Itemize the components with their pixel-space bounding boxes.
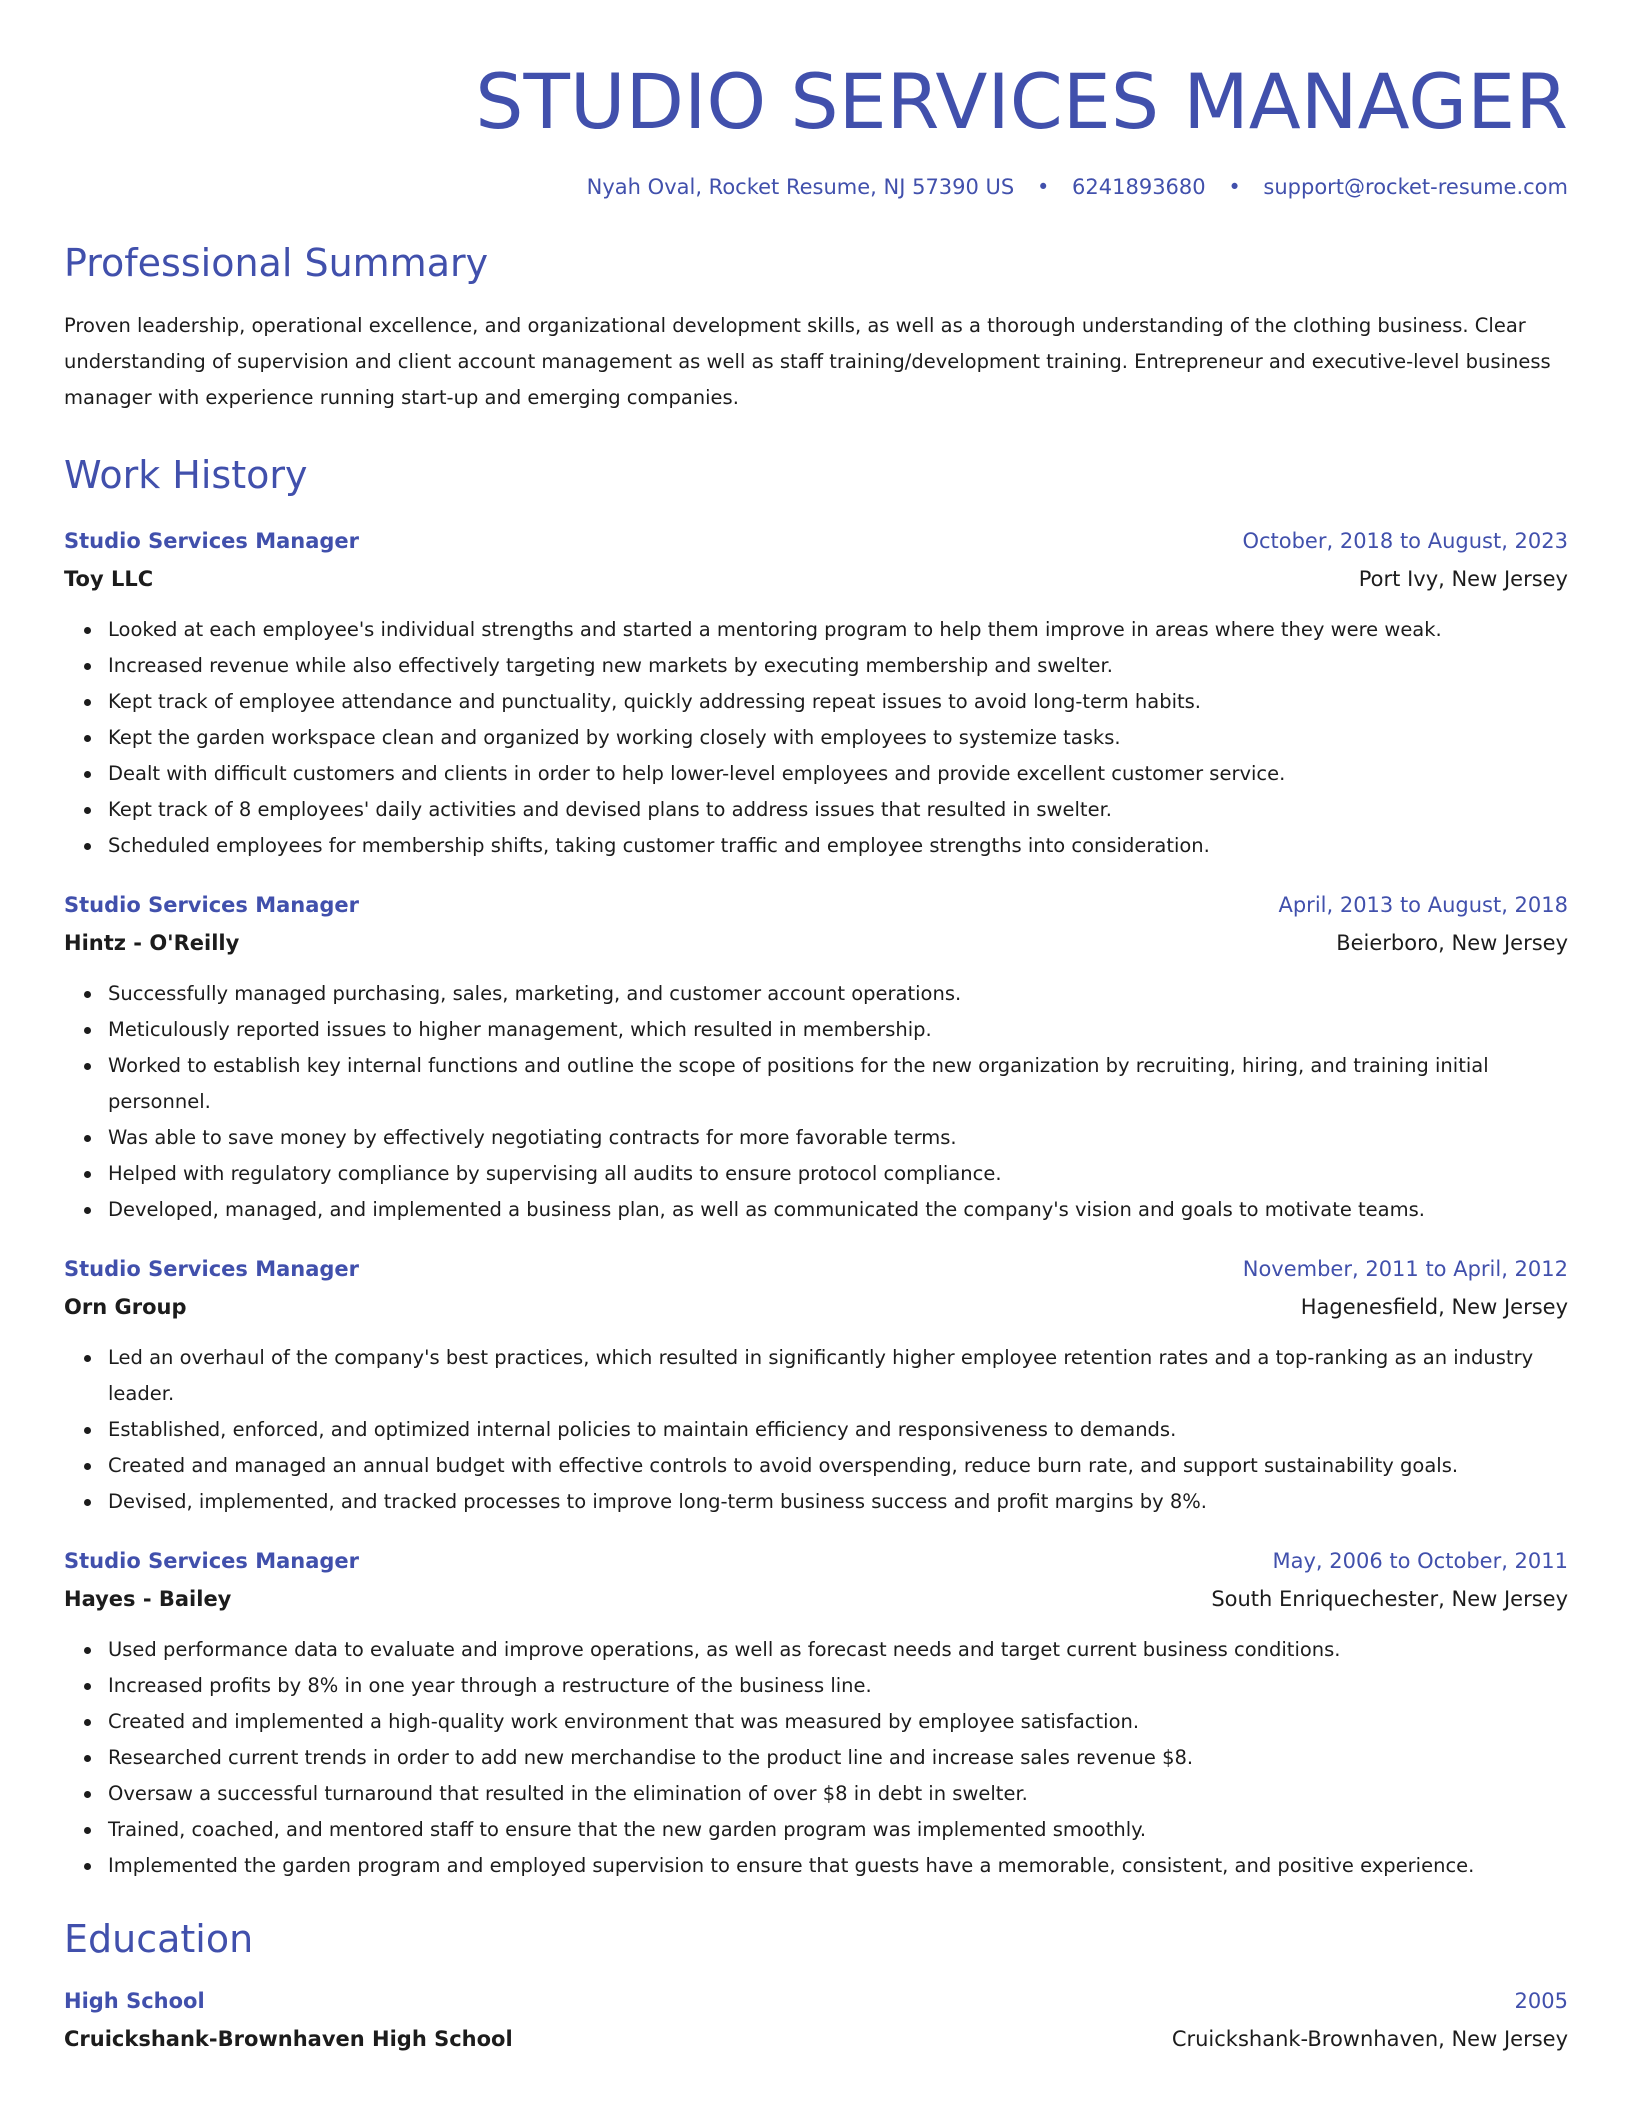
job-bullet: Kept the garden workspace clean and organized by working closely with employees to systemize tasks. <box>108 720 1568 756</box>
job-company: Orn Group <box>64 1295 187 1319</box>
job-bullet: Was able to save money by effectively negotiating contracts for more favorable terms. <box>108 1120 1568 1156</box>
job-dates: April, 2013 to August, 2018 <box>1278 893 1568 917</box>
summary-text: Proven leadership, operational excellence, and organizational development skills, as well as a thorough understanding of the clothing business. Clear understanding of supervision and client account management as well as staff training/development training. Entrepreneur and executive-level business manager with experience running start-up and emerging companies. <box>64 314 1551 409</box>
education-heading: Education <box>64 1917 254 1961</box>
job-company: Hayes - Bailey <box>64 1587 232 1611</box>
job-bullet: Kept track of 8 employees' daily activities and devised plans to address issues that resulted in swelter. <box>108 792 1568 828</box>
job-location: Beierboro, New Jersey <box>1336 931 1568 955</box>
job-bullets <box>64 612 1568 864</box>
job-bullet: Devised, implemented, and tracked processes to improve long-term business success and profit margins by 8%. <box>108 1484 1568 1520</box>
contact-phone: 6241893680 <box>1072 175 1206 199</box>
job-bullet: Worked to establish key internal functions and outline the scope of positions for the new organization by recruiting, hiring, and training initial personnel. <box>108 1048 1568 1120</box>
job-role: Studio Services Manager <box>64 893 360 917</box>
job-company-row <box>64 560 1568 598</box>
education-school: Cruickshank-Brownhaven High School <box>64 2027 513 2051</box>
job-bullet: Used performance data to evaluate and improve operations, as well as forecast needs and target current business conditions. <box>108 1632 1568 1668</box>
work-history-heading: Work History <box>64 453 308 497</box>
education-location: Cruickshank-Brownhaven, New Jersey <box>1171 2027 1568 2051</box>
job-dates: November, 2011 to April, 2012 <box>1242 1257 1568 1281</box>
job-entry <box>64 522 1568 864</box>
job-company-row <box>64 1288 1568 1326</box>
job-bullet: Trained, coached, and mentored staff to ensure that the new garden program was implemented smoothly. <box>108 1812 1568 1848</box>
job-bullet: Meticulously reported issues to higher management, which resulted in membership. <box>108 1012 1568 1048</box>
resume-header <box>64 0 1568 202</box>
job-header-row <box>64 1250 1568 1288</box>
page-title: STUDIO SERVICES MANAGER <box>475 57 1568 146</box>
education-entry <box>64 1982 1568 2058</box>
job-role: Studio Services Manager <box>64 1549 360 1573</box>
job-bullet: Helped with regulatory compliance by supervising all audits to ensure protocol compliance. <box>108 1156 1568 1192</box>
job-role: Studio Services Manager <box>64 529 360 553</box>
job-entry <box>64 886 1568 1228</box>
job-header-row <box>64 1542 1568 1580</box>
job-bullet: Led an overhaul of the company's best practices, which resulted in significantly higher employee retention rates and a top-ranking as an industry leader. <box>108 1340 1568 1412</box>
job-entry <box>64 1250 1568 1520</box>
job-dates: October, 2018 to August, 2023 <box>1242 529 1568 553</box>
job-header-row <box>64 886 1568 924</box>
job-location: South Enriquechester, New Jersey <box>1211 1587 1568 1611</box>
job-bullet: Dealt with difficult customers and clients in order to help lower-level employees and provide excellent customer service. <box>108 756 1568 792</box>
job-bullet: Successfully managed purchasing, sales, marketing, and customer account operations. <box>108 976 1568 1012</box>
job-bullet: Created and implemented a high-quality work environment that was measured by employee satisfaction. <box>108 1704 1568 1740</box>
job-company: Toy LLC <box>64 567 154 591</box>
job-bullet: Kept track of employee attendance and punctuality, quickly addressing repeat issues to avoid long-term habits. <box>108 684 1568 720</box>
education-year: 2005 <box>1514 1989 1568 2013</box>
job-bullet: Developed, managed, and implemented a business plan, as well as communicated the company's vision and goals to motivate teams. <box>108 1192 1568 1228</box>
job-bullets <box>64 976 1568 1228</box>
job-bullet: Increased profits by 8% in one year through a restructure of the business line. <box>108 1668 1568 1704</box>
job-bullet: Oversaw a successful turnaround that resulted in the elimination of over $8 in debt in swelter. <box>108 1776 1568 1812</box>
job-bullet: Looked at each employee's individual strengths and started a mentoring program to help them improve in areas where they were weak. <box>108 612 1568 648</box>
contact-separator: • <box>1228 175 1241 199</box>
education-header-row <box>64 1982 1568 2020</box>
education-school-row <box>64 2020 1568 2058</box>
contact-email[interactable]: support@rocket-resume.com <box>1263 175 1568 199</box>
job-bullet: Researched current trends in order to add new merchandise to the product line and increase sales revenue $8. <box>108 1740 1568 1776</box>
job-bullets <box>64 1632 1568 1884</box>
job-location: Hagenesfield, New Jersey <box>1300 1295 1568 1319</box>
contact-separator: • <box>1036 175 1050 199</box>
job-entry <box>64 1542 1568 1884</box>
job-company-row <box>64 1580 1568 1618</box>
job-header-row <box>64 522 1568 560</box>
job-bullet: Increased revenue while also effectively targeting new markets by executing membership and swelter. <box>108 648 1568 684</box>
job-bullet: Implemented the garden program and employed supervision to ensure that guests have a memorable, consistent, and positive experience. <box>108 1848 1568 1884</box>
job-dates: May, 2006 to October, 2011 <box>1272 1549 1568 1573</box>
contact-line <box>64 172 1568 202</box>
job-company-row <box>64 924 1568 962</box>
contact-address: Nyah Oval, Rocket Resume, NJ 57390 US <box>586 175 1015 199</box>
education-degree: High School <box>64 1989 205 2013</box>
job-bullet: Created and managed an annual budget with effective controls to avoid overspending, reduce burn rate, and support sustainability goals. <box>108 1448 1568 1484</box>
job-bullet: Established, enforced, and optimized internal policies to maintain efficiency and responsiveness to demands. <box>108 1412 1568 1448</box>
job-bullets <box>64 1340 1568 1520</box>
job-location: Port Ivy, New Jersey <box>1358 567 1568 591</box>
job-bullet: Scheduled employees for membership shifts, taking customer traffic and employee strengths into consideration. <box>108 828 1568 864</box>
job-role: Studio Services Manager <box>64 1257 360 1281</box>
job-company: Hintz - O'Reilly <box>64 931 240 955</box>
summary-heading: Professional Summary <box>64 241 489 285</box>
